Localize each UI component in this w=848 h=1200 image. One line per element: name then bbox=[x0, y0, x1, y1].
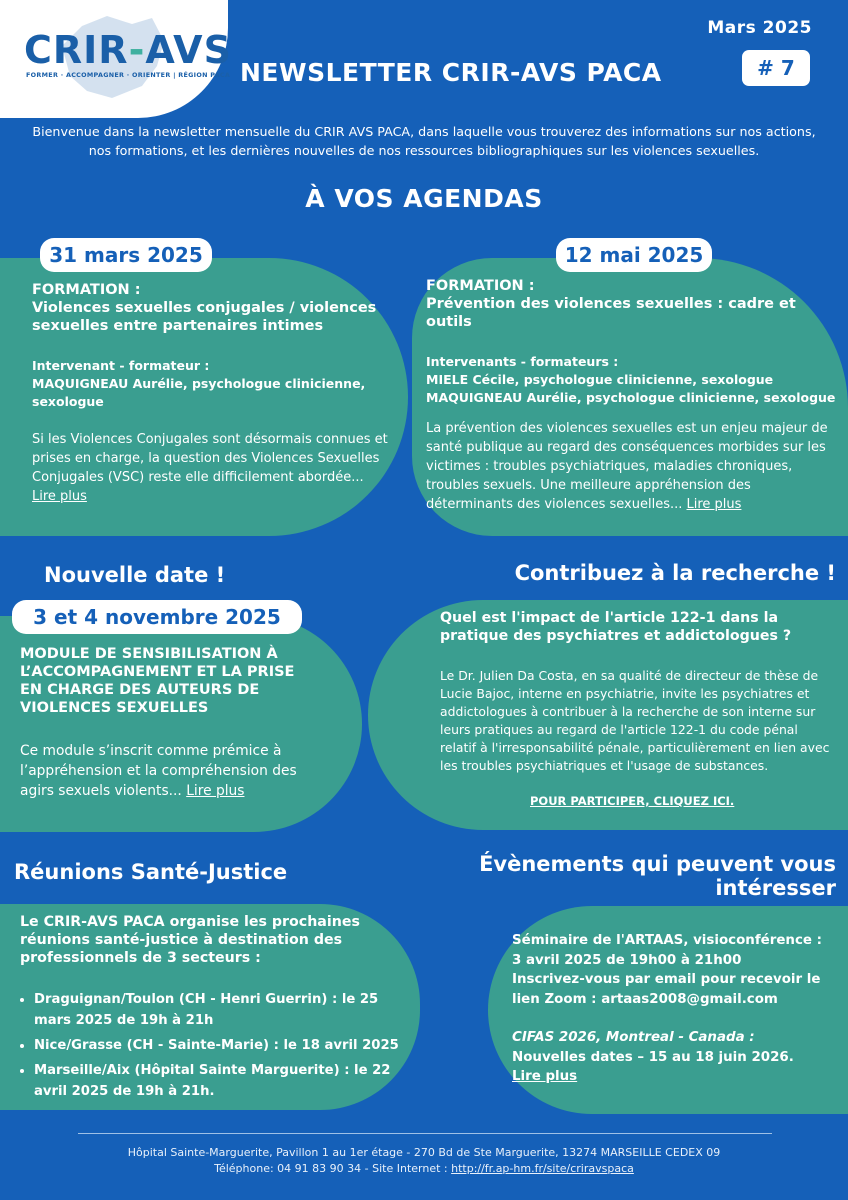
reunions-list bbox=[20, 989, 412, 1102]
reunions-heading: Réunions Santé-Justice bbox=[14, 860, 288, 884]
agenda-right-date: 12 mai 2025 bbox=[556, 238, 712, 272]
nouvelle-date-title: MODULE DE SENSIBILISATION À L’ACCOMPAGNEMENT ET LA PRISE EN CHARGE DES AUTEURS DE VIOLENCES SEXUELLES bbox=[20, 646, 295, 716]
recherche-participate-link[interactable]: POUR PARTICIPER, CLIQUEZ ICI. bbox=[530, 794, 735, 808]
nouvelle-date-content bbox=[20, 645, 310, 801]
agenda-left-date: 31 mars 2025 bbox=[40, 238, 212, 272]
evenements-content bbox=[512, 931, 842, 1087]
page-title: NEWSLETTER CRIR-AVS PACA bbox=[240, 58, 662, 87]
agenda-right-text: La prévention des violences sexuelles est un enjeu majeur de santé publique au regard des conséquences morbides sur les victimes : troubles psychiatriques, maladies chroniques, troubles sexuels. Une meilleure appréhension des déterminants des violences sexuelles... Lire plus bbox=[426, 421, 828, 512]
intro-text: Bienvenue dans la newsletter mensuelle du CRIR AVS PACA, dans laquelle vous trouverez des informations sur nos actions, nos formations, et les dernières nouvelles de nos ressources bibliographiques sur les violences sexuelles. bbox=[32, 124, 816, 158]
evenements-ev2 bbox=[512, 1028, 842, 1087]
nouvelle-date-pill: 3 et 4 novembre 2025 bbox=[12, 600, 302, 634]
evenements-ev1-register: Inscrivez-vous par email pour recevoir le lien Zoom : artaas2008@gmail.com bbox=[512, 972, 821, 1007]
evenements-ev2-title: CIFAS 2026, Montreal - Canada : bbox=[512, 1030, 755, 1045]
recherche-content bbox=[440, 609, 836, 808]
evenements-ev1-date: 3 avril 2025 de 19h00 à 21h00 bbox=[512, 952, 742, 968]
agenda-left-speakers: MAQUIGNEAU Aurélie, psychologue clinicienne, sexologue bbox=[32, 376, 366, 409]
evenements-ev2-read-more-link[interactable]: Lire plus bbox=[512, 1069, 578, 1084]
reunions-item-3: • Marseille/Aix (Hôpital Sainte Marguerite) : le 22 avril 2025 de 19h à 21h. bbox=[34, 1060, 412, 1102]
evenements-ev2-text: Nouvelles dates – 15 au 18 juin 2026. bbox=[512, 1049, 794, 1065]
agenda-left-speaker-label: Intervenant - formateur : bbox=[32, 358, 210, 373]
agenda-heading: À VOS AGENDAS bbox=[305, 184, 543, 213]
agenda-right-read-more-link[interactable]: Lire plus bbox=[686, 497, 742, 512]
agenda-left-title: Violences sexuelles conjugales / violences sexuelles entre partenaires intimes bbox=[32, 300, 377, 334]
evenements-ev1-title: Séminaire de l'ARTAAS, visioconférence : bbox=[512, 933, 822, 948]
footer bbox=[0, 1145, 848, 1176]
reunions-item-1: • Draguignan/Toulon (CH - Henri Guerrin) : le 25 mars 2025 de 19h à 21h bbox=[34, 989, 412, 1031]
recherche-question: Quel est l'impact de l'article 122-1 dans la pratique des psychiatres et addictologues ? bbox=[440, 610, 792, 644]
agenda-left-kind: FORMATION : bbox=[32, 282, 141, 298]
evenements-ev1 bbox=[512, 931, 842, 1009]
logo: CRIR-AVS bbox=[24, 28, 232, 72]
footer-phone: Téléphone: 04 91 83 90 34 - Site Internet : bbox=[214, 1161, 452, 1175]
recherche-text: Le Dr. Julien Da Costa, en sa qualité de directeur de thèse de Lucie Bajoc, interne en psychiatrie, invite les psychiatres et addictologues à contribuer à la recherche de son interne sur leurs pratiques au regard de l'article 122-1 du code pénal relatif à l'irresponsabilité pénale, particulièrement en lien avec les troubles psychiatriques et l'usage de substances. bbox=[440, 668, 830, 773]
logo-tagline: FORMER · ACCOMPAGNER · ORIENTER | RÉGION PACA bbox=[26, 71, 231, 79]
nouvelle-date-read-more-link[interactable]: Lire plus bbox=[186, 783, 245, 799]
reunions-intro: Le CRIR-AVS PACA organise les prochaines réunions santé-justice à destination des professionnels de 3 secteurs : bbox=[20, 914, 360, 966]
footer-divider bbox=[78, 1133, 772, 1134]
footer-website-link[interactable]: http://fr.ap-hm.fr/site/criravspaca bbox=[451, 1161, 634, 1175]
footer-contact bbox=[0, 1161, 848, 1177]
evenements-heading-line1: Évènements qui peuvent vous bbox=[479, 852, 836, 876]
agenda-right-title: Prévention des violences sexuelles : cadre et outils bbox=[426, 296, 796, 330]
reunions-item-2: • Nice/Grasse (CH - Sainte-Marie) : le 18 avril 2025 bbox=[34, 1035, 412, 1056]
agenda-right-speaker-2: MAQUIGNEAU Aurélie, psychologue clinicienne, sexologue bbox=[426, 390, 836, 405]
evenements-heading bbox=[479, 852, 836, 900]
agenda-right-kind: FORMATION : bbox=[426, 278, 535, 294]
agenda-left-text: Si les Violences Conjugales sont désormais connues et prises en charge, la question des Violences Sexuelles Conjugales (VSC) reste elle difficilement abordée... Lire plus bbox=[32, 432, 388, 504]
agenda-left-read-more-link[interactable]: Lire plus bbox=[32, 489, 87, 504]
reunions-content bbox=[20, 913, 412, 1106]
agenda-right-speaker-1: MIELE Cécile, psychologue clinicienne, sexologue bbox=[426, 372, 774, 387]
issue-number-badge: # 7 bbox=[742, 50, 810, 86]
issue-date: Mars 2025 bbox=[707, 18, 812, 38]
evenements-heading-line2: intéresser bbox=[715, 876, 836, 900]
recherche-heading: Contribuez à la recherche ! bbox=[514, 561, 836, 585]
agenda-right-speaker-label: Intervenants - formateurs : bbox=[426, 354, 619, 369]
agenda-right-content bbox=[426, 277, 836, 514]
nouvelle-date-text: Ce module s’inscrit comme prémice à l’appréhension et la compréhension des agirs sexuels violents... Lire plus bbox=[20, 743, 297, 799]
footer-address: Hôpital Sainte-Marguerite, Pavillon 1 au 1er étage - 270 Bd de Ste Marguerite, 13274 MARSEILLE CEDEX 09 bbox=[127, 1146, 721, 1159]
agenda-left-content bbox=[32, 281, 392, 506]
nouvelle-date-heading: Nouvelle date ! bbox=[44, 563, 226, 587]
